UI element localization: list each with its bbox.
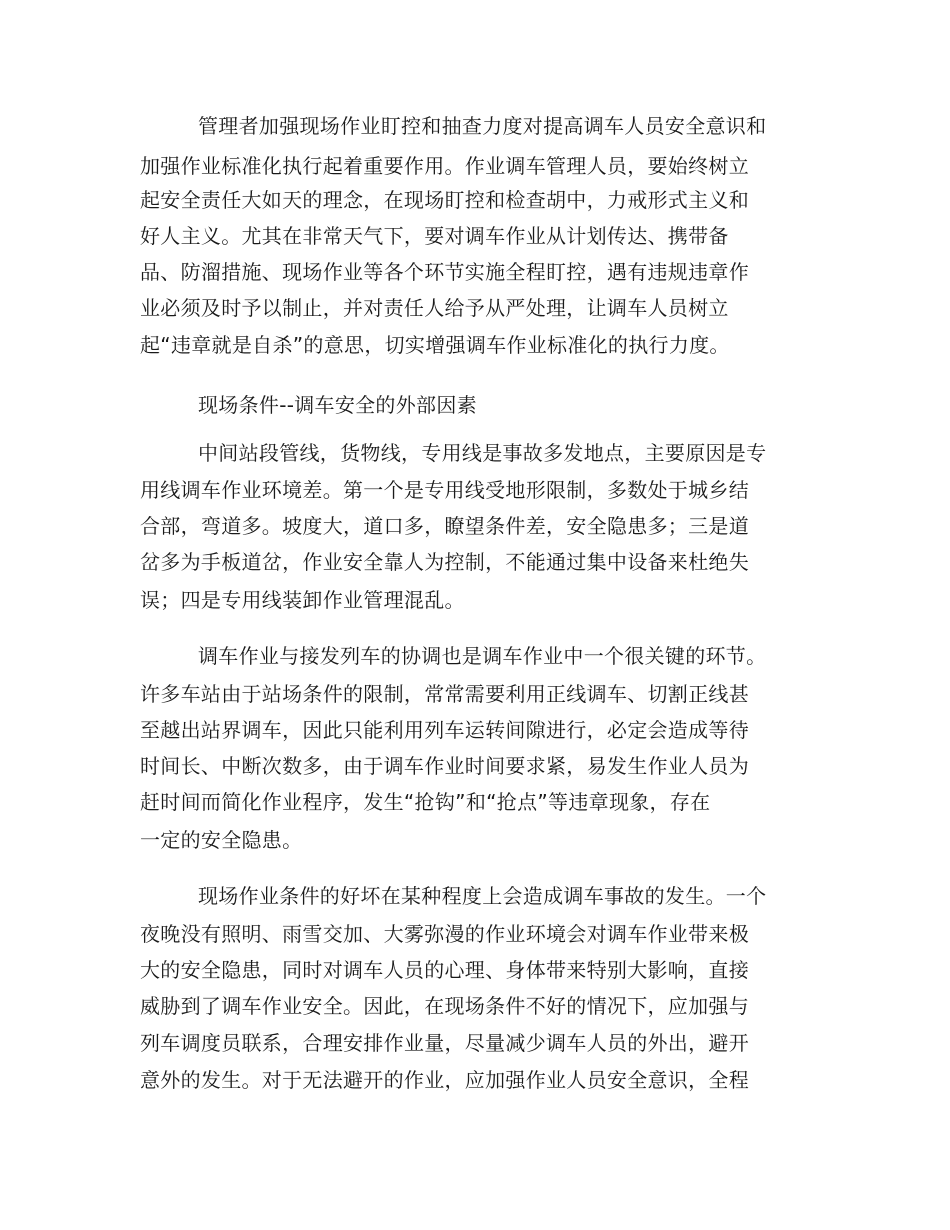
text-line: 起安全责任大如天的理念，在现场盯控和检查胡中，力戒形式主义和 — [140, 188, 749, 212]
text-line: 许多车站由于站场条件的限制，常常需要利用正线调车、切割正线甚 — [140, 682, 749, 706]
text-line: 意外的发生。对于无法避开的作业，应加强作业人员安全意识，全程 — [140, 1068, 749, 1092]
text-line: 中间站段管线，货物线，专用线是事故多发地点，主要原因是专 — [198, 441, 767, 465]
text-line: 合部，弯道多。坡度大，道口多，瞭望条件差，安全隐患多；三是道 — [140, 514, 749, 538]
text-line: 赶时间而简化作业程序，发生“抢钩”和“抢点”等违章现象，存在 — [140, 790, 711, 814]
text-line: 现场作业条件的好坏在某种程度上会造成调车事故的发生。一个 — [198, 884, 767, 908]
text-line: 时间长、中断次数多，由于调车作业时间要求紧，易发生作业人员为 — [140, 754, 749, 778]
text-line: 好人主义。尤其在非常天气下，要对调车作业从计划传达、携带备 — [140, 224, 729, 248]
text-line: 用线调车作业环境差。第一个是专用线受地形限制，多数处于城乡结 — [140, 478, 749, 502]
text-line: 岔多为手板道岔，作业安全靠人为控制，不能通过集中设备来杜绝失 — [140, 550, 749, 574]
text-line: 误；四是专用线装卸作业管理混乱。 — [140, 588, 465, 612]
text-line: 业必须及时予以制止，并对责任人给予从严处理，让调车人员树立 — [140, 296, 729, 320]
text-line: 品、防溜措施、现场作业等各个环节实施全程盯控，遇有违规违章作 — [140, 260, 749, 284]
text-line: 起“违章就是自杀”的意思，切实增强调车作业标准化的执行力度。 — [140, 333, 730, 357]
text-line: 列车调度员联系，合理安排作业量，尽量减少调车人员的外出，避开 — [140, 1031, 749, 1055]
text-line: 夜晚没有照明、雨雪交加、大雾弥漫的作业环境会对调车作业带来极 — [140, 922, 749, 946]
text-line: 大的安全隐患，同时对调车人员的心理、身体带来特别大影响，直接 — [140, 958, 749, 982]
text-line: 一定的安全隐患。 — [140, 828, 303, 852]
text-line: 威胁到了调车作业安全。因此，在现场条件不好的情况下，应加强与 — [140, 994, 749, 1018]
text-line: 至越出站界调车，因此只能利用列车运转间隙进行，必定会造成等待 — [140, 718, 749, 742]
heading-text: 现场条件--调车安全的外部因素 — [198, 393, 477, 417]
text-line: 调车作业与接发列车的协调也是调车作业中一个很关键的环节。 — [198, 644, 767, 668]
text-line: 管理者加强现场作业盯控和抽查力度对提高调车人员安全意识和 — [198, 114, 767, 138]
text-line: 加强作业标准化执行起着重要作用。作业调车管理人员，要始终树立 — [140, 154, 749, 178]
